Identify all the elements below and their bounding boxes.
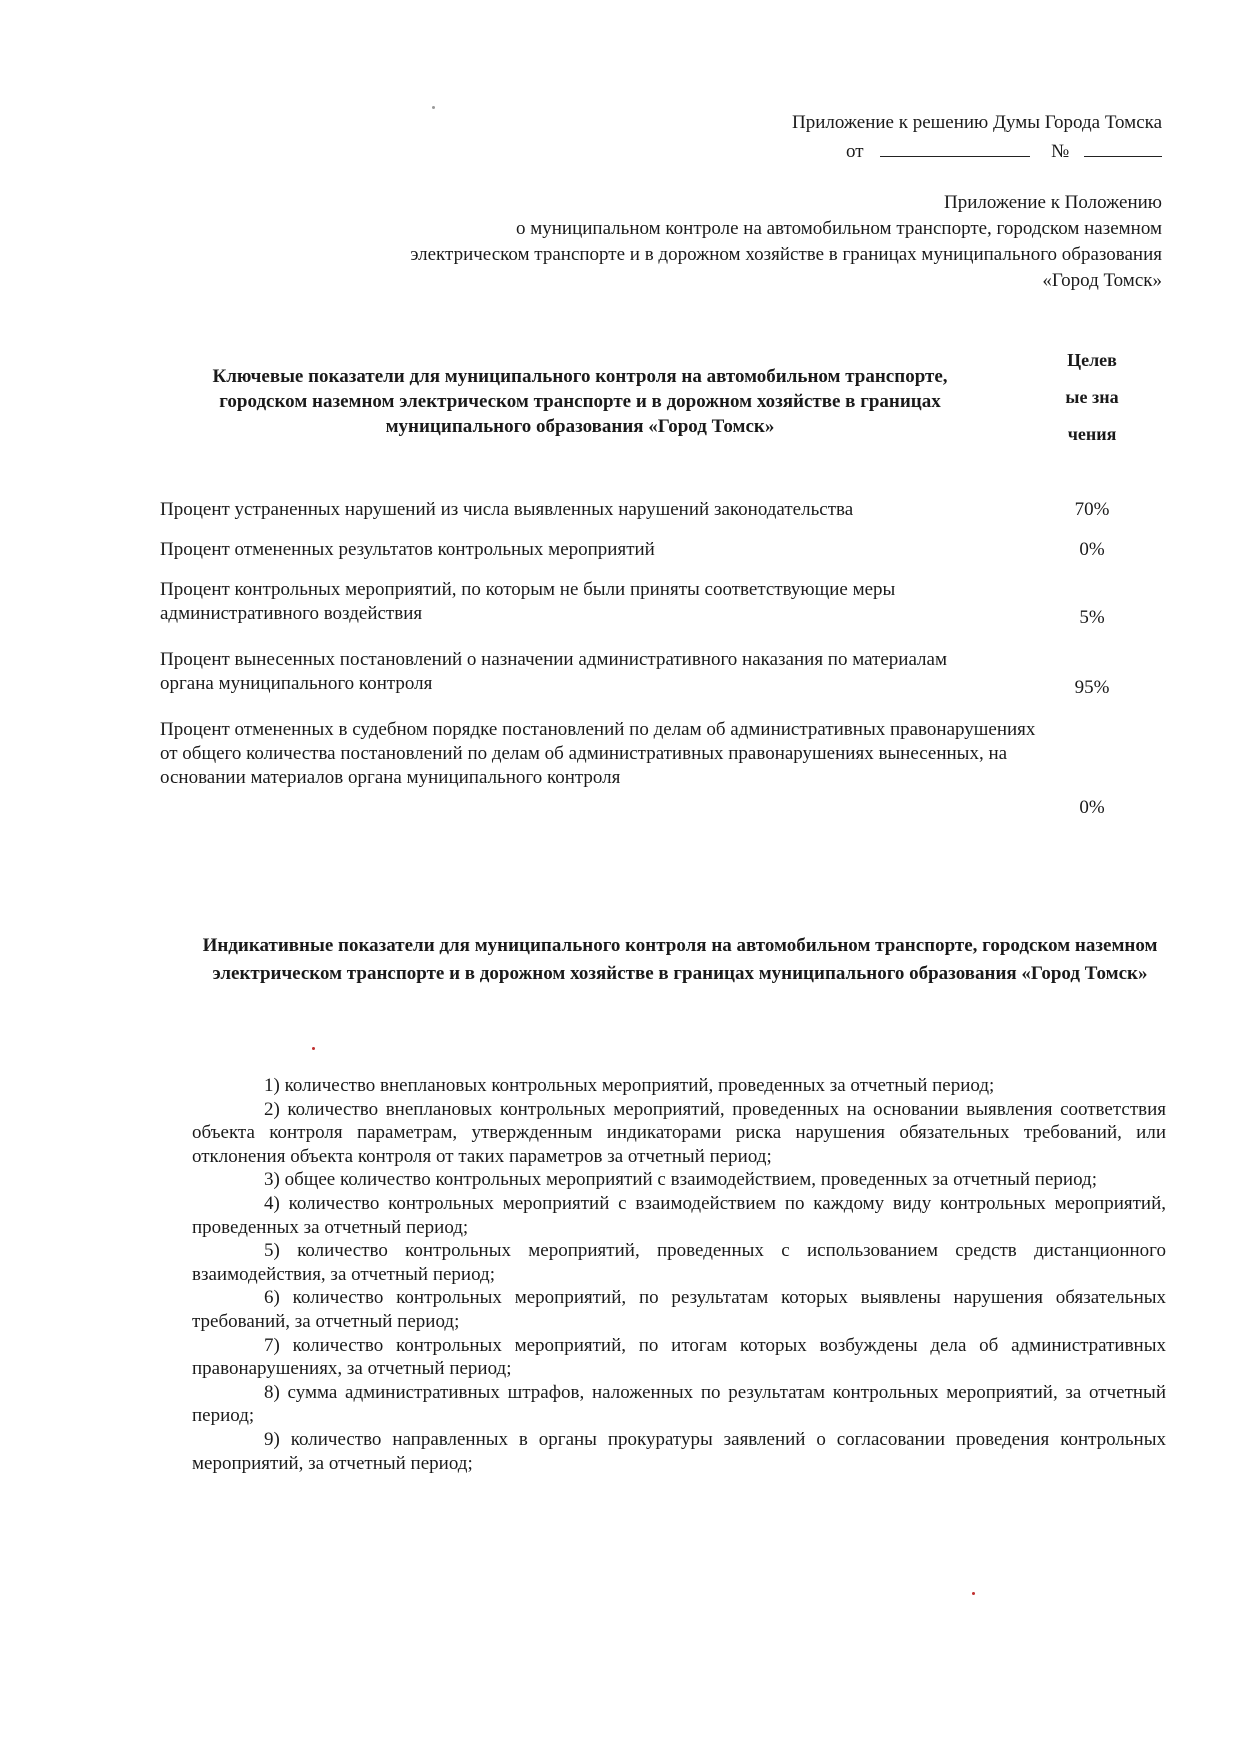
- list-item: 5) количество контрольных мероприятий, проведенных с использованием средств дистанционного взаимодействия, за отчетный период;: [192, 1240, 1166, 1285]
- key-row-label-2: Процент отмененных результатов контрольных мероприятий: [160, 539, 655, 560]
- key-row-value-1: 70%: [1074, 499, 1110, 520]
- list-item: 8) сумма административных штрафов, наложенных по результатам контрольных мероприятий, за отчетный период;: [192, 1381, 1166, 1427]
- number-label: №: [1051, 141, 1070, 162]
- list-item: 3) общее количество контрольных мероприятий с взаимодействием, проведенных за отчетный период;: [264, 1169, 1097, 1191]
- decision-appendix-line: Приложение к решению Думы Города Томска: [792, 112, 1162, 133]
- regulation-appendix-line3: электрическом транспорте и в дорожном хозяйстве в границах муниципального образования: [410, 244, 1162, 265]
- date-blank: [880, 138, 1030, 157]
- key-indicators-title: Ключевые показатели для муниципального контроля на автомобильном транспорте, городском наземном электрическом транспорте и в дорожном хозяйстве в границах муниципального образования «Город Томск»: [212, 366, 948, 437]
- date-number-line: [846, 138, 1162, 165]
- list-item: 4) количество контрольных мероприятий с взаимодействием по каждому виду контрольных мероприятий, проведенных за отчетный период;: [192, 1192, 1166, 1238]
- scan-speck: [972, 1592, 975, 1595]
- regulation-appendix-line2: о муниципальном контроле на автомобильном транспорте, городском наземном: [515, 218, 1162, 239]
- key-row-value-5: 0%: [1079, 797, 1105, 818]
- list-item: 6) количество контрольных мероприятий, по результатам которых выявлены нарушения обязательных требований, за отчетный период;: [192, 1287, 1166, 1332]
- list-item: 9) количество направленных в органы прокуратуры заявлений о согласовании проведения контрольных мероприятий, за отчетный период;: [192, 1428, 1166, 1474]
- indicative-indicators-title: Индикативные показатели для муниципального контроля на автомобильном транспорте, городском наземном электрическом транспорте и в дорожном хозяйстве в границах муниципального образования «Город Томск»: [202, 935, 1158, 984]
- key-row-value-2: 0%: [1079, 539, 1105, 560]
- key-row-value-4: 95%: [1074, 677, 1110, 698]
- list-item: 1) количество внеплановых контрольных мероприятий, проведенных за отчетный период;: [264, 1075, 995, 1096]
- list-item: 2) количество внеплановых контрольных мероприятий, проведенных на основании выявления соответствия объекта контроля параметрам, утвержденным индикаторами риска нарушения обязательных требований, или отклонения объекта контроля от таких параметров за отчетный период;: [192, 1098, 1166, 1167]
- scan-speck: [432, 106, 435, 109]
- key-row-value-3: 5%: [1079, 607, 1105, 628]
- key-row-label-4: Процент вынесенных постановлений о назначении административного наказания по материалам органа муниципального контроля: [160, 649, 947, 694]
- number-blank: [1084, 138, 1162, 157]
- indicative-list: [192, 1074, 1166, 1475]
- key-row-label-5: Процент отмененных в судебном порядке постановлений по делам об административных правонарушениях от общего количества постановлений по делам об административных правонарушениях вынесенных, на основании материалов органа муниципального контроля: [160, 719, 1036, 788]
- list-item: 7) количество контрольных мероприятий, по итогам которых возбуждены дела об административных правонарушениях, за отчетный период;: [192, 1334, 1166, 1380]
- target-values-header: Целевые значения: [1065, 350, 1119, 444]
- regulation-appendix-line4: «Город Томск»: [1042, 270, 1162, 291]
- scan-speck: [312, 1047, 315, 1050]
- key-row-label-3: Процент контрольных мероприятий, по которым не были приняты соответствующие меры административного воздействия: [160, 579, 896, 624]
- key-row-label-1: Процент устраненных нарушений из числа выявленных нарушений законодательства: [160, 499, 854, 520]
- date-label: от: [846, 141, 864, 162]
- regulation-appendix-line1: Приложение к Положению: [943, 192, 1162, 213]
